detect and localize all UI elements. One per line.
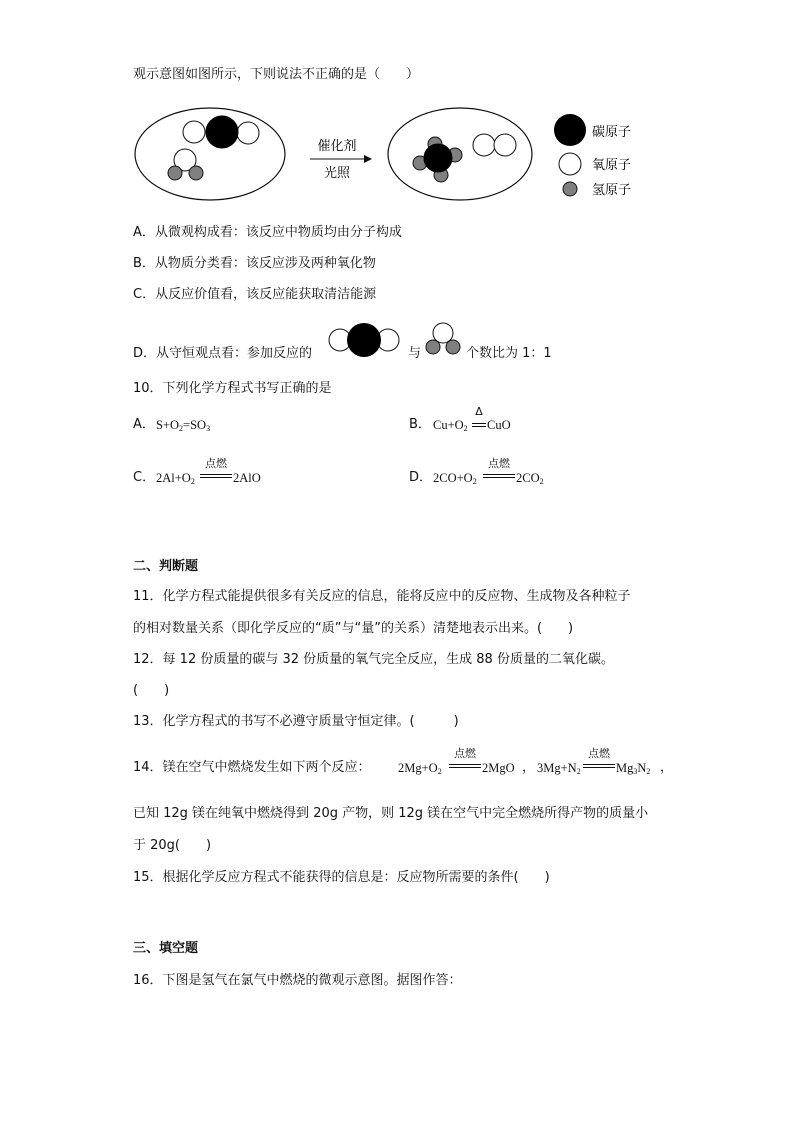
arrow-head-icon (364, 155, 372, 163)
q14-eq1-left: $2Mg+O_2$ (398, 761, 442, 776)
carbon-atom (206, 116, 238, 148)
question-11-line-2: 的相对数量关系（即化学反应的“质”与“量”的关系）清楚地表示出来。( ) (133, 621, 574, 636)
catalyst-label: 催化剂 (317, 139, 357, 154)
equals-line (472, 426, 486, 427)
question-12-line-1: 12．每 12 份质量的碳与 32 份质量的氧气完全反应，生成 88 份质量的二氧化碳。 (133, 652, 614, 667)
oxygen-atom (473, 134, 495, 156)
legend-hydrogen-icon (563, 182, 577, 196)
question-14-line-2: 已知 12g 镁在纯氧中燃烧得到 20g 产物，则 12g 镁在空气中完全燃烧所得产物的质量小 (133, 806, 649, 821)
q10-option-b-heat-condition: Δ (475, 405, 483, 418)
q10-option-d-condition: 点燃 (488, 457, 510, 470)
equals-line (200, 474, 232, 475)
q10-option-b-left: $Cu+O_2$ (433, 418, 468, 433)
option-d-prefix: D．从守恒观点看：参加反应的 (133, 346, 313, 361)
co2-molecule (322, 320, 406, 360)
question-11-line-1: 11．化学方程式能提供很多有关反应的信息，能将反应中的反应物、生成物及各种粒子 (133, 589, 631, 604)
question-14-prefix: 14．镁在空气中燃烧发生如下两个反应： (133, 760, 371, 775)
question-10-stem: 10．下列化学方程式书写正确的是 (133, 381, 332, 396)
equals-line (449, 767, 481, 768)
equals-line (583, 767, 615, 768)
oxygen-atom (494, 134, 516, 156)
q10-option-a-label: A． (133, 417, 155, 432)
legend-carbon-label: 碳原子 (592, 125, 632, 140)
section-heading-judgement: 二、判断题 (133, 559, 199, 574)
q14-eq2-left: $3Mg+N_2$ (537, 761, 581, 776)
equals-line (449, 764, 481, 765)
hydrogen-atom (189, 166, 203, 180)
q10-option-b-right: CuO (487, 418, 511, 432)
question-12-line-2: ( ) (133, 683, 170, 698)
equals-line (583, 764, 615, 765)
oxygen-atom (183, 121, 205, 143)
legend-hydrogen-label: 氢原子 (592, 183, 632, 198)
q14-eq1-right: 2MgO (482, 761, 515, 775)
option-a: A．从微观构成看：该反应中物质均由分子构成 (133, 225, 402, 240)
oxygen-atom (237, 122, 259, 144)
q10-option-c-label: C． (133, 470, 156, 485)
h2o-molecule (422, 320, 466, 360)
equals-line (472, 423, 486, 424)
q10-option-c-condition: 点燃 (205, 457, 227, 470)
equals-line (483, 477, 515, 478)
question-stem: 观示意图如图所示，下则说法不正确的是（ ） (133, 67, 420, 82)
legend-carbon-icon (554, 114, 586, 146)
q14-separator: ， (522, 760, 536, 775)
q14-tail: ， (660, 760, 674, 775)
hydrogen-atom (168, 166, 182, 180)
q14-eq2-condition: 点燃 (588, 747, 610, 760)
carbon-atom (424, 144, 452, 172)
q10-option-d-right: $2CO_2$ (516, 471, 544, 486)
q10-option-a-equation: $S+O_2=SO_3$ (156, 418, 211, 433)
q10-option-c-left: $2Al+O_2$ (156, 471, 195, 486)
option-b: B．从物质分类看：该反应涉及两种氧化物 (133, 256, 376, 271)
reaction-diagram (130, 100, 650, 210)
q10-option-c-right: 2AlO (233, 471, 261, 485)
equals-line (483, 474, 515, 475)
question-13: 13．化学方程式的书写不必遵守质量守恒定律。( ) (133, 714, 459, 729)
q10-option-d-left: $2CO+O_2$ (433, 471, 477, 486)
q14-eq2-right: $Mg_3N_2$ (616, 761, 651, 776)
q10-option-b-label: B． (409, 417, 431, 432)
legend-oxygen-label: 氧原子 (592, 158, 632, 173)
question-16: 16．下图是氢气在氯气中燃烧的微观示意图。据图作答： (133, 973, 462, 988)
option-d-mid: 与 (408, 346, 422, 361)
option-d-suffix: 个数比为 1：1 (466, 346, 552, 361)
question-14-line-3: 于 20g( ) (133, 838, 212, 853)
light-label: 光照 (323, 166, 351, 181)
q14-eq1-condition: 点燃 (454, 747, 476, 760)
q10-option-d-label: D． (409, 470, 433, 485)
legend-oxygen-icon (559, 153, 581, 175)
section-heading-fill-blank: 三、填空题 (133, 941, 199, 956)
option-c: C．从反应价值看，该反应能获取清洁能源 (133, 287, 377, 302)
equals-line (200, 477, 232, 478)
question-15: 15．根据化学反应方程式不能获得的信息是：反应物所需要的条件( ) (133, 870, 550, 885)
